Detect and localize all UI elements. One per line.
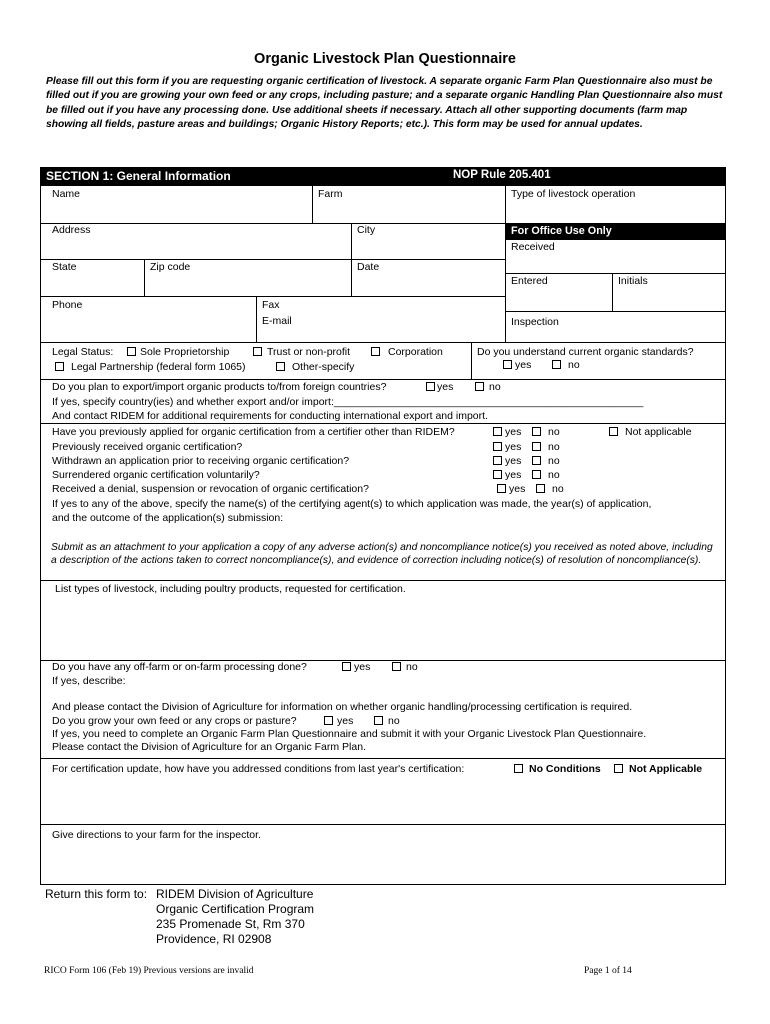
legal-partnership-label: Legal Partnership (federal form 1065) <box>71 361 246 373</box>
phone-label: Phone <box>52 299 83 311</box>
standards-question: Do you understand current organic standards? <box>477 346 694 358</box>
section-header <box>40 167 726 185</box>
prior-q3-no-checkbox[interactable] <box>532 456 541 465</box>
livestock-list-field[interactable] <box>41 598 725 659</box>
feed-note-line1: If yes, you need to complete an Organic Farm Plan Questionnaire and submit it with your Organic Livestock Plan Questionnaire. <box>52 728 647 740</box>
prior-q2-yes-checkbox[interactable] <box>493 442 502 451</box>
update-question: For certification update, how have you addressed conditions from last year's certification: <box>52 763 465 775</box>
date-field[interactable] <box>352 274 504 295</box>
prior-q2-no-label: no <box>548 441 560 453</box>
prior-q2-no-checkbox[interactable] <box>532 442 541 451</box>
processing-describe-field[interactable] <box>130 673 725 697</box>
prior-q4-no-label: no <box>548 469 560 481</box>
return-line4: Providence, RI 02908 <box>156 932 272 946</box>
other-specify-checkbox[interactable] <box>276 362 285 371</box>
no-conditions-checkbox[interactable] <box>514 764 523 773</box>
return-line1: RIDEM Division of Agriculture <box>156 887 314 901</box>
prior-q3-yes-checkbox[interactable] <box>493 456 502 465</box>
processing-no-checkbox[interactable] <box>392 662 401 671</box>
standards-yes-label: yes <box>515 359 532 371</box>
corporation-checkbox[interactable] <box>371 347 380 356</box>
return-label: Return this form to: <box>45 887 148 901</box>
prior-q1-yes-checkbox[interactable] <box>493 427 502 436</box>
export-yes-checkbox[interactable] <box>426 382 435 391</box>
other-specify-label: Other-specify <box>292 361 355 373</box>
update-not-applicable-checkbox[interactable] <box>614 764 623 773</box>
processing-yes-label: yes <box>354 661 371 673</box>
legal-partnership-checkbox[interactable] <box>55 362 64 371</box>
livestock-list-label: List types of livestock, including poultry products, requested for certification. <box>55 583 406 595</box>
prior-q1: Have you previously applied for organic certification from a certifier other than RIDEM? <box>52 426 455 438</box>
standards-yes-checkbox[interactable] <box>503 360 512 369</box>
submit-attachment-note: Submit as an attachment to your application a copy of any adverse action(s) and noncompliance notice(s) you received as noted above, including a description of the actions taken to correct noncompliance(s), and evidence of correction including notice(s) of resolution of noncompliance(s). <box>51 542 713 566</box>
phone-field[interactable] <box>41 313 255 341</box>
prior-q4: Surrendered organic certification voluntarily? <box>52 469 260 481</box>
prior-q1-no-label: no <box>548 426 560 438</box>
prior-q1-yes-label: yes <box>505 426 522 438</box>
prior-q3-no-label: no <box>548 455 560 467</box>
city-field[interactable] <box>352 237 504 258</box>
prior-q3: Withdrawn an application prior to receiving organic certification? <box>52 455 350 467</box>
form-title: Organic Livestock Plan Questionnaire <box>254 51 516 67</box>
footer-page-number: Page 1 of 14 <box>584 966 632 976</box>
corporation-label: Corporation <box>388 346 443 358</box>
farm-field[interactable] <box>313 200 504 222</box>
return-line2: Organic Certification Program <box>156 902 315 916</box>
zip-label: Zip code <box>150 261 191 273</box>
return-line3: 235 Promenade St, Rm 370 <box>156 917 305 931</box>
name-field[interactable] <box>41 200 311 222</box>
state-label: State <box>52 261 77 273</box>
trust-nonprofit-checkbox[interactable] <box>253 347 262 356</box>
processing-no-label: no <box>406 661 418 673</box>
sole-proprietorship-label: Sole Proprietorship <box>140 346 230 358</box>
fax-label: Fax <box>262 299 280 311</box>
prior-followup-line2: and the outcome of the application(s) submission: <box>52 512 284 524</box>
legal-status-label: Legal Status: <box>52 346 114 358</box>
date-label: Date <box>357 261 380 273</box>
processing-contact-note: And please contact the Division of Agriculture for information on whether organic handling/processing certification is required. <box>52 701 633 713</box>
export-no-checkbox[interactable] <box>475 382 484 391</box>
prior-not-applicable-checkbox[interactable] <box>609 427 618 436</box>
feed-yes-checkbox[interactable] <box>324 716 333 725</box>
address-field[interactable] <box>41 237 350 258</box>
section-title: SECTION 1: General Information <box>46 169 231 183</box>
export-contact-note: And contact RIDEM for additional requirements for conducting international export and import. <box>52 410 488 422</box>
prior-q4-yes-checkbox[interactable] <box>493 470 502 479</box>
prior-q2-yes-label: yes <box>505 441 522 453</box>
directions-label: Give directions to your farm for the inspector. <box>52 829 261 841</box>
prior-q1-no-checkbox[interactable] <box>532 427 541 436</box>
farm-label: Farm <box>318 188 343 200</box>
standards-no-checkbox[interactable] <box>552 360 561 369</box>
directions-field[interactable] <box>41 844 725 884</box>
nop-rule: NOP Rule 205.401 <box>453 169 551 181</box>
prior-q5-yes-checkbox[interactable] <box>497 484 506 493</box>
prior-q4-no-checkbox[interactable] <box>532 470 541 479</box>
feed-note-line2: Please contact the Division of Agriculture for an Organic Farm Plan. <box>52 741 366 753</box>
export-yes-label: yes <box>437 381 454 393</box>
update-response-field[interactable] <box>41 778 725 823</box>
feed-no-checkbox[interactable] <box>374 716 383 725</box>
state-field[interactable] <box>41 274 143 295</box>
prior-q5-no-label: no <box>552 483 564 495</box>
footer-form-id: RICO Form 106 (Feb 19) Previous versions are invalid <box>44 966 254 976</box>
prior-q4-yes-label: yes <box>505 469 522 481</box>
prior-q5-no-checkbox[interactable] <box>536 484 545 493</box>
livestock-type-label: Type of livestock operation <box>511 188 636 200</box>
office-entered-label: Entered <box>511 275 548 287</box>
feed-question: Do you grow your own feed or any crops or pasture? <box>52 715 297 727</box>
sole-proprietorship-checkbox[interactable] <box>127 347 136 356</box>
name-label: Name <box>52 188 81 200</box>
trust-nonprofit-label: Trust or non-profit <box>267 346 351 358</box>
export-specify-line[interactable]: If yes, specify country(ies) and whether export and/or import:_____________________________________________________ <box>52 396 644 408</box>
feed-no-label: no <box>388 715 400 727</box>
export-no-label: no <box>489 381 501 393</box>
prior-q5-yes-label: yes <box>509 483 526 495</box>
address-label: Address <box>52 224 91 236</box>
livestock-type-field[interactable] <box>506 202 725 222</box>
office-inspection-label: Inspection <box>511 316 559 328</box>
office-initials-label: Initials <box>618 275 648 287</box>
standards-no-label: no <box>568 359 580 371</box>
processing-describe-label: If yes, describe: <box>52 675 126 687</box>
prior-q5: Received a denial, suspension or revocation of organic certification? <box>52 483 369 495</box>
city-label: City <box>357 224 376 236</box>
office-use-header: For Office Use Only <box>505 223 726 240</box>
prior-not-applicable-label: Not applicable <box>625 426 692 438</box>
update-not-applicable-label: Not Applicable <box>629 763 703 775</box>
office-received-label: Received <box>511 241 555 253</box>
email-label: E-mail <box>262 315 292 327</box>
export-question: Do you plan to export/import organic products to/from foreign countries? <box>52 381 387 393</box>
processing-yes-checkbox[interactable] <box>342 662 351 671</box>
prior-followup-field[interactable] <box>41 526 725 540</box>
processing-question: Do you have any off-farm or on-farm processing done? <box>52 661 307 673</box>
fax-email-field[interactable] <box>300 298 504 341</box>
prior-q3-yes-label: yes <box>505 455 522 467</box>
intro-instructions: Please fill out this form if you are requesting organic certification of livestock. A separate organic Farm Plan Questionnaire also must be filled out if you are growing your own feed or any crops, including pasture; and a separate organic Handling Plan Questionnaire also must be filled out if you have any processing done. Use additional sheets if necessary. Attach all other supporting documents (farm map showing all fields, pasture areas and buildings; Organic History Reports; etc.). This form may be used for annual updates. <box>46 76 723 131</box>
feed-yes-label: yes <box>337 715 354 727</box>
no-conditions-label: No Conditions <box>529 763 601 775</box>
prior-q2: Previously received organic certification? <box>52 441 243 453</box>
prior-followup-line1: If yes to any of the above, specify the name(s) of the certifying agent(s) to which application was made, the year(s) of application, <box>52 498 652 510</box>
zip-field[interactable] <box>145 274 350 295</box>
